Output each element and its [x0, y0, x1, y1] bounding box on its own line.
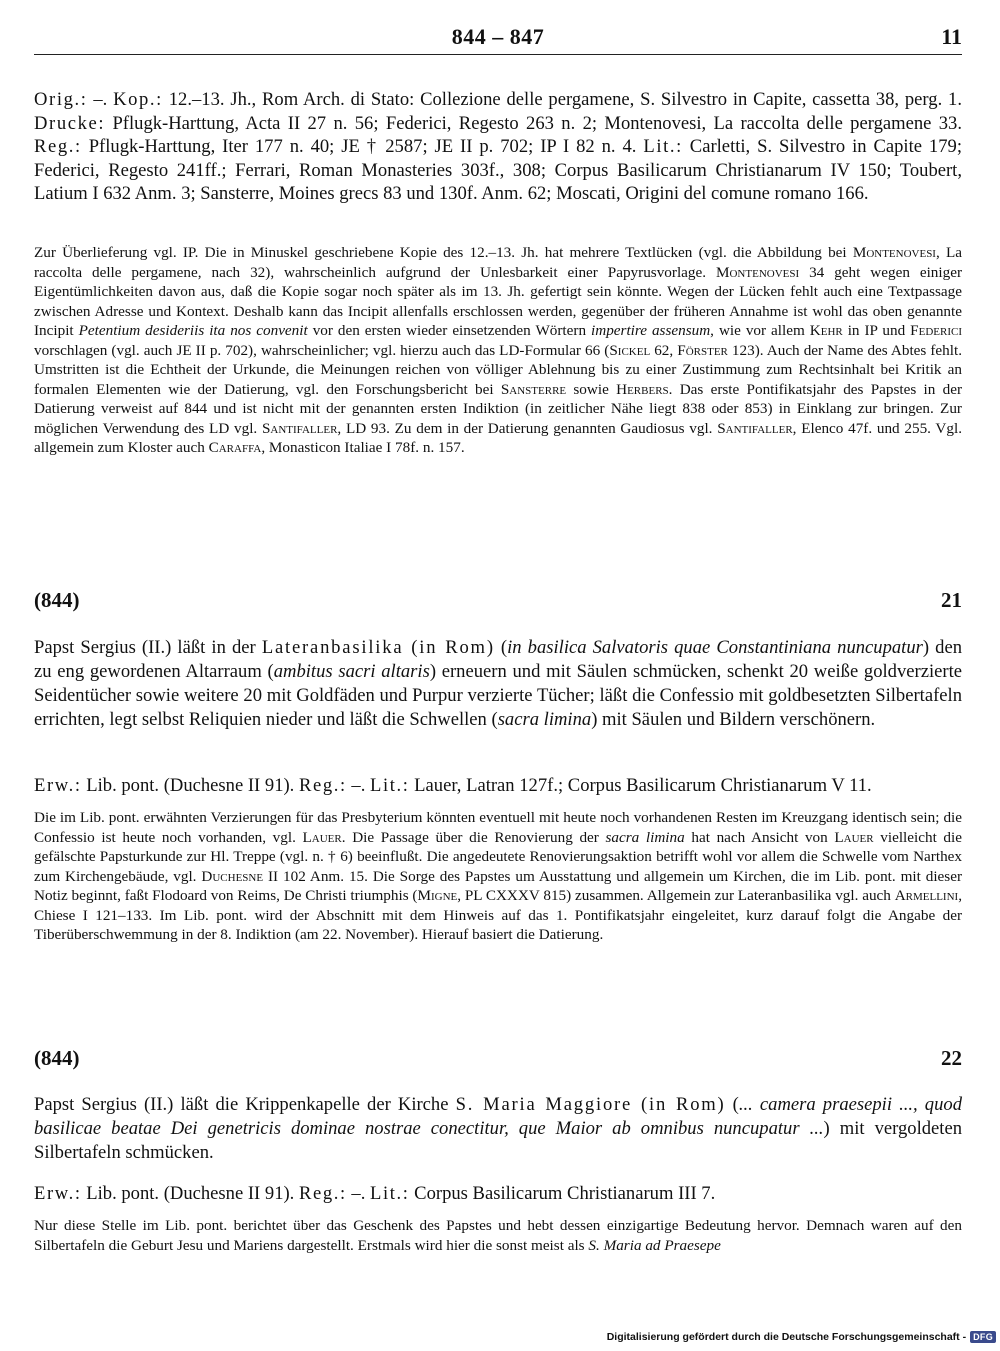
latin-quote: S. Maria ad Praesepe: [588, 1236, 721, 1254]
footer-credit: [607, 1331, 996, 1343]
lit-value: Carletti, S. Silvestro in Capite 179; Federici, Regesto 241ff.; Ferrari, Roman Monasteries 303f., 308; Corpus Basilicarum Christianarum IV 150; Toubert, Latium I 632 Anm. 3; Sansterre, Moines grecs 83 und 130f. Anm. 62; Moscati, Origini del comune romano 166.: [34, 136, 962, 205]
entry-date: (844): [34, 1046, 80, 1070]
entry-number: 21: [941, 588, 962, 612]
latin-quote: sacra limina: [605, 828, 685, 846]
entry-date: (844): [34, 588, 80, 612]
author-name: Santifaller: [717, 419, 793, 437]
page-number: 11: [941, 24, 962, 49]
drucke-label: Drucke:: [34, 112, 106, 134]
author-name: Duchesne: [201, 867, 264, 885]
author-name: Montenovesi: [852, 244, 936, 261]
running-head: [34, 24, 962, 54]
author-name: Förster: [677, 341, 728, 359]
entry-number: 22: [941, 1046, 962, 1070]
footer-text: Digitalisierung gefördert durch die Deutsche Forschungsgemeinschaft -: [606, 1331, 967, 1343]
entry-21-commentary: Die im Lib. pont. erwähnten Verzierungen für das Presbyterium könnten eventuell mit heute noch vorhandenen Resten im Kreuzgang identisch sein; die Confessio ist heute noch vorhanden, vgl. Lauer. Die Passage über die Renovierung der sacra limina hat nach Ansicht von Lauer vielleicht die gefälschte Papsturkunde zur Hl. Treppe (vgl. n. † 6) beeinflußt. Die angedeutete Renovierungsaktion betrifft wohl vor allem die Schwelle vom Narthex zum Kirchengebäude, vgl. Duchesne II 102 Anm. 15. Die Sorge des Papstes um Ausstattung und allgemein um Kirchen, die im Lib. pont. mit dieser Notiz beginnt, faßt Flodoard von Reims, De Christi triumphis (Migne, PL CXXXV 815) zusammen. Allgemein zur Lateranbasilika vgl. auch Armellini, Chiese I 121–133. Im Lib. pont. wird der Abschnitt mit dem Hinweis auf das 1. Pontifikatsjahr eingeleitet, kurz darauf folgt die Angabe der Tiberüberschwemmung in der 8. Indiktion (am 22. November). Hierauf basiert die Datierung.: [34, 809, 963, 943]
author-name: Kehr: [809, 322, 843, 339]
entry-21-heading: [34, 588, 962, 618]
author-name: Lauer: [834, 828, 874, 846]
place-name: Lateranbasilika (in Rom): [261, 637, 495, 658]
author-name: Montenovesi: [715, 263, 800, 281]
latin-quote: Petentium desideriis ita nos convenit: [78, 322, 308, 339]
latin-quote: impertire assensum: [591, 322, 711, 339]
author-name: Sickel: [609, 341, 651, 359]
page: [34, 0, 962, 1351]
author-name: Migne: [417, 887, 458, 904]
orig-label: Orig.:: [34, 89, 88, 110]
latin-quote: in basilica Salvatoris quae Constantiniana nuncupatur: [507, 637, 923, 658]
author-name: Federici: [910, 322, 962, 339]
running-head-range: 844 – 847: [451, 24, 545, 49]
latin-quote: sacra limina: [497, 709, 592, 730]
author-name: Santifaller: [261, 419, 338, 437]
reg-label: Reg.:: [34, 136, 82, 158]
entry-21-regest: Papst Sergius (II.) läßt in der Lateranbasilika (in Rom) (in basilica Salvatoris quae Constantiniana nuncupatur) den zu eng gewordenen Altarraum (ambitus sacri altaris) erneuern und mit Säulen schmücken, schenkt 20 weiße goldverzierte Seidentücher sowie weitere 20 mit Goldfäden und Purpur verzierte Tücher; läßt die Confessio mit goldbesetzten Silbertafeln errichten, legt selbst Reliquien nieder und läßt die Schwellen (sacra limina) mit Säulen und Bildern verschönern.: [34, 637, 963, 730]
entry-22-heading: [34, 1046, 962, 1076]
author-name: Sansterre: [500, 380, 567, 398]
kop-label: Kop.:: [113, 89, 163, 110]
entry-21-sources: Erw.: Lib. pont. (Duchesne II 91). Reg.: –. Lit.: Lauer, Latran 127f.; Corpus Basilicarum Christianarum V 11.: [34, 775, 872, 796]
entry-sources: [34, 88, 962, 206]
author-name: Armellini: [894, 887, 959, 904]
author-name: Herbers: [616, 380, 669, 398]
place-name: S. Maria Maggiore (in Rom): [455, 1094, 726, 1115]
lit-label: Lit.:: [643, 136, 683, 158]
header-rule: [34, 54, 962, 55]
reg-value: Pflugk-Harttung, Iter 177 n. 40; JE † 2587; JE II p. 702; IP I 82 n. 4.: [81, 136, 644, 158]
latin-quote: ambitus sacri altaris: [273, 661, 430, 682]
entry-22-commentary: Nur diese Stelle im Lib. pont. berichtet über das Geschenk des Papstes und hebt dessen einzigartige Bedeutung hervor. Demnach waren auf den Silbertafeln die Geburt Jesu und Mariens dargestellt. Erstmals wird hier die sonst meist als S. Maria ad Praesepe: [34, 1217, 962, 1254]
entry-commentary: Zur Überlieferung vgl. IP. Die in Minuskel geschriebene Kopie des 12.–13. Jh. hat mehrere Textlücken (vgl. die Abbildung bei Montenovesi, La raccolta delle pergamene, nach 32), wahrscheinlich aufgrund der Unlesbarkeit einer Papyrusvorlage. Montenovesi 34 geht wegen einiger Eigentümlichkeiten davon aus, daß die Kopie sogar noch später als im 13. Jh. gefertigt sein könnte. Wegen der Lücken fehlt auch eine Textpassage zwischen Adresse und Kontext. Deshalb kann das Incipit allenfalls erschlossen werden, gegenüber der früheren Annahme ist wohl das oben genannte Incipit Petentium desideriis ita nos convenit vor den ersten wieder einsetzenden Wörtern impertire assensum, wie vor allem Kehr in IP und Federici vorschlagen (vgl. auch JE II p. 702), wahrscheinlicher; vgl. hierzu auch das LD-Formular 66 (Sickel 62, Förster 123). Auch der Name des Abtes fehlt. Umstritten ist die Echtheit der Urkunde, die Meinungen reichen von völliger Ablehnung bis zu einer Zustimmung zum Rechtsinhalt bei Kritik an formalen Elementen wie der Datierung, vgl. den Forschungsbericht bei Sansterre sowie Herbers. Das erste Pontifikatsjahr des Papstes in der Datierung verweist auf 844 und ist nicht mit der genannten ersten Indiktion (in zeitlicher Nähe liegt 838 oder 853) in Einklang zur bringen. Zur möglichen Verwendung des LD vgl. Santifaller, LD 93. Zu dem in der Datierung genannten Gaudiosus vgl. Santifaller, Elenco 47f. und 255. Vgl. allgemein zum Kloster auch Caraffa, Monasticon Italiae I 78f. n. 157.: [34, 244, 963, 456]
author-name: Lauer: [302, 828, 342, 846]
kop-value: 12.–13. Jh., Rom Arch. di Stato: Collezione delle pergamene, S. Silvestro in Capite, cassetta 38, perg. 1.: [162, 89, 962, 110]
author-name: Caraffa: [208, 439, 262, 456]
orig-value: –.: [87, 89, 114, 110]
dfg-logo: DFG: [970, 1331, 996, 1343]
entry-22-sources: Erw.: Lib. pont. (Duchesne II 91). Reg.: –. Lit.: Corpus Basilicarum Christianarum III 7.: [34, 1183, 716, 1204]
drucke-value: Pflugk-Harttung, Acta II 27 n. 56; Federici, Regesto 263 n. 2; Montenovesi, La raccolta delle pergamene 33.: [105, 112, 962, 134]
latin-quote: ... camera praesepii ..., quod basilicae beatae Dei genetricis dominae nostrae conectitur, que Maior ab omnibus nuncupatur ...: [34, 1094, 962, 1139]
entry-22-regest: Papst Sergius (II.) läßt die Krippenkapelle der Kirche S. Maria Maggiore (in Rom) (... camera praesepii ..., quod basilicae beatae Dei genetricis dominae nostrae conectitur, que Maior ab omnibus nuncupatur ...) mit vergoldeten Silbertafeln schmücken.: [34, 1094, 963, 1163]
